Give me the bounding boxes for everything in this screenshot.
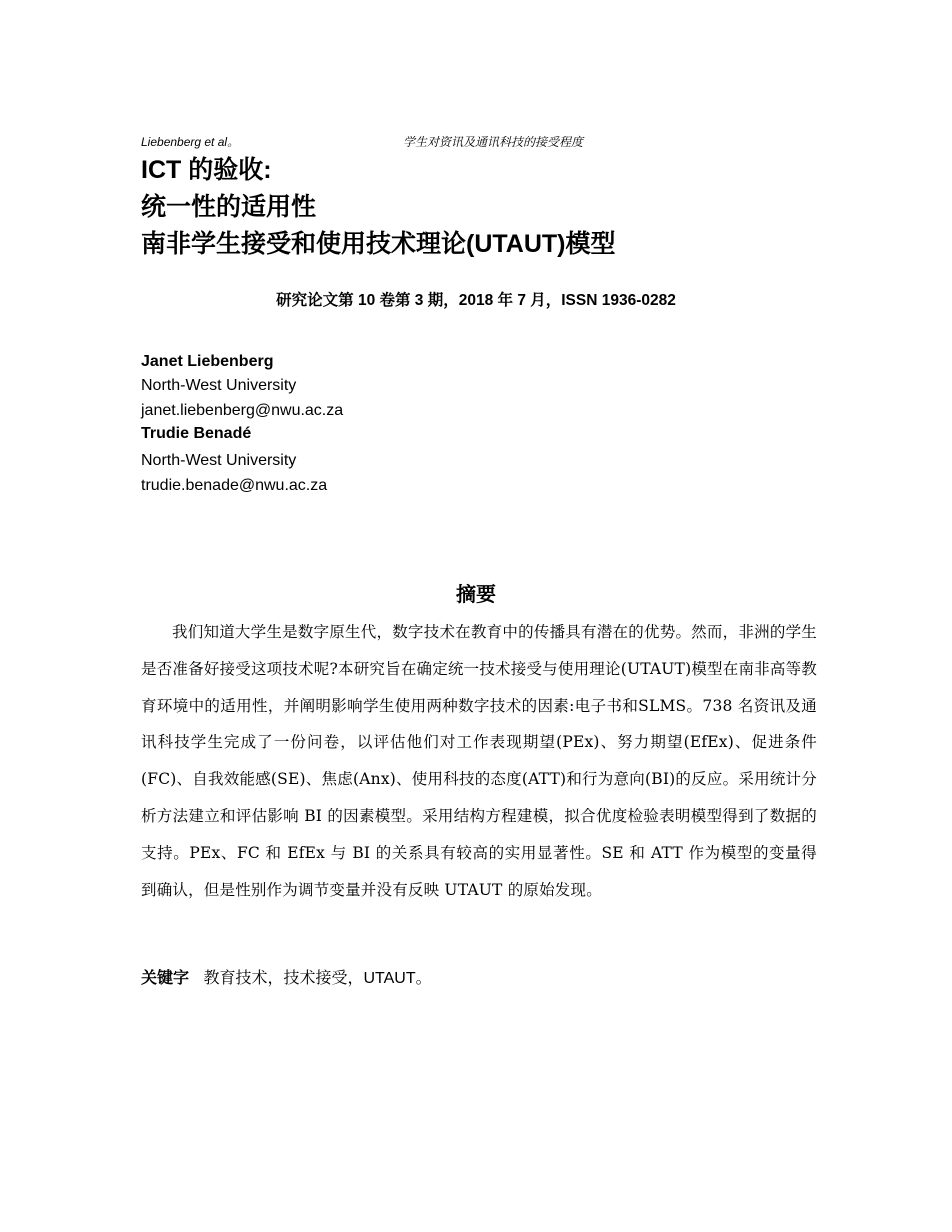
author-entry bbox=[141, 423, 327, 498]
author-email: janet.liebenberg@nwu.ac.za bbox=[141, 402, 344, 419]
author-affiliation: North-West University bbox=[141, 377, 297, 394]
author-entry bbox=[141, 351, 541, 423]
keywords-label: 关键字 bbox=[141, 970, 190, 987]
journal-info: 研究论文第 10 卷第 3 期，2018 年 7 月，ISSN 1936-0282 bbox=[276, 292, 676, 309]
author-email: trudie.benade@nwu.ac.za bbox=[141, 477, 328, 494]
author-affiliation: North-West University bbox=[141, 452, 297, 469]
author-name: Janet Liebenberg bbox=[141, 353, 274, 370]
keywords bbox=[141, 965, 817, 988]
running-header-short-title: 学生对资讯及通讯科技的接受程度 bbox=[403, 135, 584, 149]
abstract-heading: 摘要 bbox=[456, 584, 496, 606]
title-line-2: 统一性的适用性 bbox=[141, 193, 317, 221]
paper-title bbox=[141, 152, 841, 263]
author-list bbox=[141, 351, 541, 494]
title-line-3: 南非学生接受和使用技术理论(UTAUT)模型 bbox=[141, 230, 616, 258]
running-header bbox=[141, 133, 821, 151]
abstract-body: 我们知道大学生是数字原生代，数字技术在教育中的传播具有潜在的优势。然而，非洲的学生是否准备好接受这项技术呢?本研究旨在确定统一技术接受与使用理论(UTAUT)模型在南非高等教育环境中的适用性，并阐明影响学生使用两种数字技术的因素:电子书和SLMS。738 名资讯及通讯科技学生完成了一份问卷，以评估他们对工作表现期望(PEx)、努力期望(EfEx)、促进条件(FC)、自我效能感(SE)、焦虑(Anx)、使用科技的态度(ATT)和行为意向(BI)的反应。采用统计分析方法建立和评估影响 BI 的因素模型。采用结构方程建模，拟合优度检验表明模型得到了数据的支持。PEx、FC 和 EfEx 与 BI 的关系具有较高的实用显著性。SE 和 ATT 作为模型的变量得到确认，但是性别作为调节变量并没有反映 UTAUT 的原始发现。 bbox=[141, 623, 817, 899]
keywords-text: 教育技术，技术接受，UTAUT。 bbox=[203, 970, 432, 987]
author-name: Trudie Benadé bbox=[141, 425, 252, 442]
running-header-authors: Liebenberg et al。 bbox=[141, 135, 240, 149]
title-line-1: ICT 的验收: bbox=[141, 156, 272, 184]
